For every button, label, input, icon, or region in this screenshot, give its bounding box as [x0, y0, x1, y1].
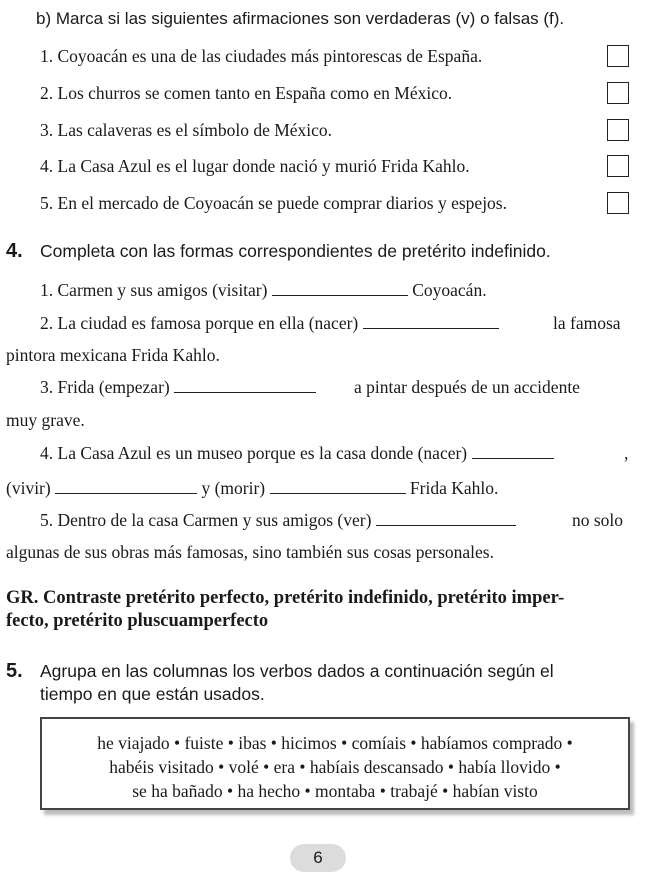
ex4-item-4-cont: [6, 478, 498, 499]
ex4-blank-5[interactable]: [376, 511, 516, 526]
ex4-blank-4a[interactable]: [472, 444, 554, 459]
checkbox-statement-4[interactable]: [607, 155, 629, 177]
verb-line-3: se ha bañado • ha hecho • montaba • trabajé • habían visto: [132, 781, 538, 801]
ex4-item-4-morir: y (morir): [201, 478, 266, 498]
ex4-blank-3[interactable]: [174, 378, 316, 393]
ex4-blank-4b[interactable]: [55, 479, 197, 494]
checkbox-statement-5[interactable]: [607, 192, 629, 214]
verb-list-box: [40, 717, 630, 810]
ex4-item-2: [40, 313, 499, 334]
ex4-item-5-end: no solo: [572, 510, 624, 530]
ex4-item-2-text: 2. La ciudad es famosa porque en ella (nacer): [40, 313, 359, 333]
verb-line-2: habéis visitado • volé • era • habíais descansado • había llovido •: [109, 757, 561, 777]
ex4-blank-1[interactable]: [272, 281, 408, 296]
ex4-item-1-text: 1. Carmen y sus amigos (visitar): [40, 280, 268, 300]
exercise-4-number: 4.: [6, 240, 23, 262]
verb-line-1: he viajado • fuiste • ibas • hicimos • comíais • habíamos comprado •: [97, 733, 573, 753]
ex4-item-3-end: a pintar después de un accidente: [354, 377, 580, 397]
ex4-item-4-vivir: (vivir): [6, 478, 51, 498]
exercise-4-instruction: Completa con las formas correspondientes de pretérito indefinido.: [40, 241, 551, 261]
checkbox-statement-2[interactable]: [607, 82, 629, 104]
ex4-item-3: [40, 377, 316, 398]
ex4-item-1: [40, 280, 487, 301]
statement-3: 3. Las calaveras es el símbolo de México.: [40, 120, 333, 140]
ex4-item-2-end: la famosa: [553, 313, 621, 333]
exercise-5-instruction-2: tiempo en que están usados.: [40, 684, 265, 704]
ex4-item-3-cont: muy grave.: [6, 410, 85, 430]
statement-1: 1. Coyoacán es una de las ciudades más pintorescas de España.: [40, 46, 483, 66]
ex4-item-4: [40, 443, 554, 464]
checkbox-statement-1[interactable]: [607, 45, 629, 67]
ex4-item-4-end: Frida Kahlo.: [409, 478, 499, 498]
grammar-heading-line-2: fecto, pretérito pluscuamperfecto: [6, 611, 269, 631]
ex4-item-5: [40, 510, 516, 531]
ex4-blank-2[interactable]: [363, 314, 499, 329]
checkbox-statement-3[interactable]: [607, 119, 629, 141]
exercise-5-number: 5.: [6, 660, 23, 682]
ex4-blank-4c[interactable]: [270, 479, 406, 494]
ex4-item-5-cont: algunas de sus obras más famosas, sino también sus cosas personales.: [6, 542, 494, 562]
ex4-item-2-cont: pintora mexicana Frida Kahlo.: [6, 345, 220, 365]
exercise-5-instruction-1: Agrupa en las columnas los verbos dados a continuación según el: [40, 661, 554, 681]
section-b-heading: b) Marca si las siguientes afirmaciones son verdaderas (v) o falsas (f).: [36, 9, 565, 28]
statement-2: 2. Los churros se comen tanto en España como en México.: [40, 83, 453, 103]
statement-4: 4. La Casa Azul es el lugar donde nació y murió Frida Kahlo.: [40, 156, 470, 176]
ex4-item-4-text: 4. La Casa Azul es un museo porque es la casa donde (nacer): [40, 443, 468, 463]
ex4-item-4-comma: ,: [624, 443, 629, 463]
grammar-heading-line-1: GR. Contraste pretérito perfecto, pretérito indefinido, pretérito imper-: [6, 588, 565, 608]
statement-5: 5. En el mercado de Coyoacán se puede comprar diarios y espejos.: [40, 193, 507, 213]
ex4-item-1-end: Coyoacán.: [412, 280, 487, 300]
page-number: 6: [290, 844, 346, 872]
ex4-item-3-text: 3. Frida (empezar): [40, 377, 170, 397]
ex4-item-5-text: 5. Dentro de la casa Carmen y sus amigos (ver): [40, 510, 372, 530]
